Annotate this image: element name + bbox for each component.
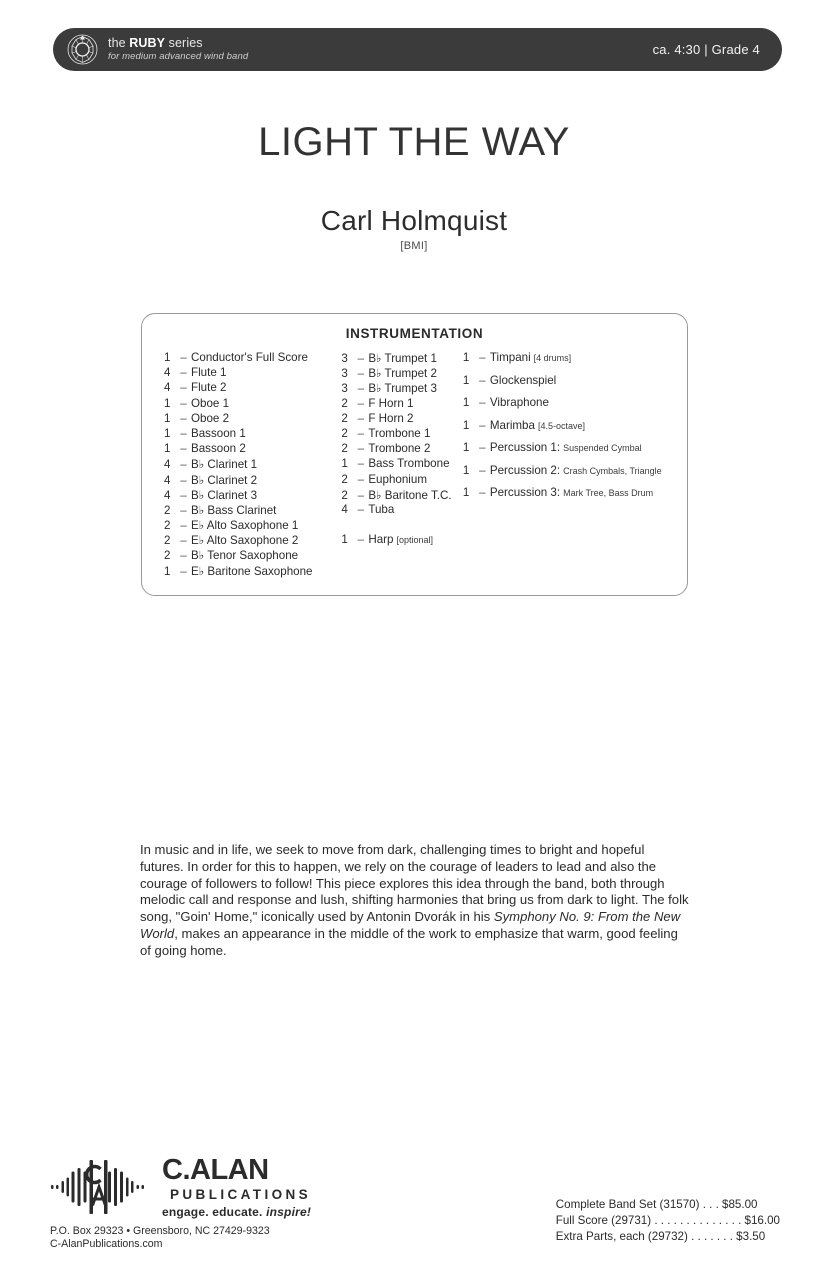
instrument-name: Marimba [489, 418, 535, 432]
instrumentation-row [164, 457, 341, 472]
price-list [556, 1197, 780, 1244]
instrumentation-column-percussion [463, 351, 687, 579]
instrument-note: [4 drums] [533, 353, 572, 363]
instrument-quantity: 1 [341, 457, 348, 471]
instrument-dash: – [180, 503, 187, 517]
series-name: RUBY [129, 36, 166, 51]
instrumentation-column-woodwinds [164, 351, 341, 579]
instrumentation-row [164, 548, 341, 563]
price-line: Extra Parts, each (29732) . . . . . . . $3.50 [555, 1229, 766, 1243]
instrument-dash: – [180, 458, 187, 472]
instrument-name: B♭ Trumpet 1 [368, 352, 437, 365]
instrument-name: B♭ Baritone T.C. [368, 488, 452, 502]
series-name-line [108, 37, 248, 50]
instrument-name: B♭ Trumpet 2 [368, 367, 437, 381]
instrument-dash: – [180, 549, 187, 563]
instrumentation-row [341, 412, 463, 427]
instrument-quantity: 2 [341, 472, 348, 486]
instrumentation-row [463, 441, 687, 464]
program-note-work-title: Symphony No. 9: From the New World [140, 909, 681, 941]
instrument-dash: – [180, 488, 187, 502]
instrument-quantity: 1 [341, 533, 348, 547]
instrument-quantity: 1 [164, 351, 171, 364]
instrumentation-row [164, 366, 341, 381]
instrumentation-row [341, 473, 463, 488]
instrument-dash: – [357, 411, 365, 425]
publisher-address [50, 1225, 350, 1252]
instrument-dash: – [180, 519, 187, 533]
instrument-dash: – [357, 382, 365, 396]
instrument-quantity: 2 [341, 426, 348, 440]
instrument-dash: – [479, 351, 486, 364]
instrument-quantity: 2 [341, 442, 348, 456]
instrument-name: Conductor's Full Score [191, 351, 308, 364]
composer-name: Carl Holmquist [320, 205, 508, 236]
instrument-quantity: 1 [462, 463, 470, 477]
instrument-name: B♭ Clarinet 2 [191, 473, 258, 487]
instrumentation-row [164, 397, 341, 412]
publisher-logo-row [50, 1155, 350, 1219]
series-prefix: the [108, 36, 130, 51]
brand-name: C.ALAN [162, 1154, 269, 1186]
instrument-quantity: 1 [164, 411, 171, 425]
instrument-name: Oboe 1 [191, 396, 230, 410]
instrument-note: [4.5-octave] [537, 420, 585, 431]
instrument-name: Vibraphone [489, 396, 549, 409]
instrumentation-row [164, 427, 341, 442]
instrumentation-row [164, 442, 341, 457]
instrument-name: Bassoon 2 [191, 442, 246, 456]
instrument-quantity: 2 [164, 519, 171, 533]
instrument-name: Flute 1 [191, 366, 227, 380]
instrument-name: B♭ Clarinet 3 [191, 488, 258, 502]
instrumentation-columns [142, 351, 687, 579]
tagline-part-2: inspire! [266, 1204, 312, 1219]
instrument-name: E♭ Alto Saxophone 2 [191, 534, 299, 548]
instrument-name: Bass Trombone [368, 457, 450, 471]
instrumentation-row [164, 488, 341, 503]
series-subtitle: for medium advanced wind band [108, 50, 249, 62]
instrument-quantity: 3 [341, 382, 348, 396]
instrument-note: Mark Tree, Bass Drum [563, 488, 654, 498]
instrumentation-spacer [341, 518, 463, 533]
instrumentation-row [164, 351, 341, 366]
instrumentation-row [164, 412, 341, 427]
instrument-dash: – [479, 373, 486, 387]
instrument-quantity: 2 [164, 534, 171, 548]
instrument-note: [optional] [396, 535, 433, 546]
ruby-gem-icon [67, 34, 98, 65]
instrument-name: Glockenspiel [489, 373, 557, 387]
publisher-wordmark [162, 1155, 311, 1219]
instrument-quantity: 4 [341, 502, 348, 516]
instrument-dash: – [479, 463, 486, 477]
publisher-footer [50, 1155, 350, 1252]
instrument-quantity: 1 [462, 486, 470, 499]
instrumentation-row [164, 518, 341, 533]
instrument-name: E♭ Baritone Saxophone [191, 564, 313, 578]
instrument-name: Percussion 2: [489, 463, 561, 477]
instrument-dash: – [357, 488, 365, 502]
address-line-1: P.O. Box 29323 • Greensboro, NC 27429-9323 [50, 1224, 270, 1237]
instrument-dash: – [357, 426, 365, 440]
instrumentation-row [341, 442, 463, 457]
page-title: LIGHT THE WAY [258, 120, 570, 164]
instrument-dash: – [180, 366, 187, 380]
instrument-dash: – [180, 442, 187, 456]
instrument-quantity: 1 [462, 418, 470, 432]
instrument-quantity: 1 [462, 441, 470, 454]
instrument-name: Flute 2 [191, 381, 227, 395]
instrument-quantity: 2 [341, 411, 348, 425]
instrumentation-box [141, 313, 688, 596]
instrument-quantity: 4 [164, 381, 171, 395]
instrument-quantity: 1 [462, 396, 470, 409]
instrument-quantity: 1 [164, 426, 171, 440]
instrumentation-row [164, 564, 341, 579]
instrument-quantity: 1 [462, 351, 470, 364]
instrument-name: Euphonium [368, 472, 427, 486]
price-line: Full Score (29731) . . . . . . . . . . . . . . $16.00 [555, 1213, 780, 1227]
instrument-dash: – [180, 473, 187, 487]
instrumentation-column-brass [341, 351, 463, 579]
instrument-quantity: 2 [164, 503, 171, 517]
instrument-quantity: 4 [164, 473, 171, 487]
instrumentation-row [164, 503, 341, 518]
instrumentation-row [463, 419, 687, 442]
composer-affiliation: [BMI] [400, 240, 428, 252]
series-title-group [108, 37, 248, 61]
duration-grade-meta: ca. 4:30 | Grade 4 [652, 42, 760, 57]
instrument-dash: – [357, 396, 365, 410]
instrumentation-row [463, 486, 687, 509]
brand-subtitle: PUBLICATIONS [170, 1186, 312, 1202]
instrument-name: B♭ Bass Clarinet [191, 503, 277, 517]
instrument-note: Crash Cymbals, Triangle [563, 465, 662, 476]
instrument-dash: – [357, 457, 365, 471]
instrument-dash: – [357, 502, 365, 516]
instrumentation-row [341, 457, 463, 472]
instrument-name: Oboe 2 [191, 411, 230, 425]
instrumentation-row [341, 503, 463, 518]
series-suffix: series [165, 36, 203, 51]
instrument-quantity: 3 [341, 352, 348, 365]
instrument-dash: – [479, 418, 486, 432]
instrument-name: E♭ Alto Saxophone 1 [191, 519, 299, 533]
instrument-dash: – [180, 411, 187, 425]
instrumentation-row [341, 488, 463, 503]
instrument-name: Percussion 1: [489, 441, 561, 454]
instrumentation-row [463, 374, 687, 397]
instrumentation-row [164, 381, 341, 396]
program-note [140, 842, 691, 960]
instrument-dash: – [357, 472, 365, 486]
instrument-quantity: 4 [164, 488, 171, 502]
instrument-name: B♭ Clarinet 1 [191, 458, 258, 472]
instrument-quantity: 1 [164, 396, 171, 410]
instrument-dash: – [180, 534, 187, 548]
instrument-dash: – [180, 426, 187, 440]
instrument-dash: – [180, 396, 187, 410]
series-header-bar [53, 28, 782, 71]
instrument-name: Harp [368, 533, 394, 547]
instrumentation-row [463, 396, 687, 419]
c-alan-waveform-logo [50, 1156, 158, 1218]
instrumentation-row [164, 533, 341, 548]
tagline-part-1: engage. educate. [162, 1204, 267, 1219]
instrument-name: Percussion 3: [489, 486, 561, 499]
instrumentation-row [341, 533, 463, 548]
instrumentation-row [164, 473, 341, 488]
instrument-name: B♭ Tenor Saxophone [191, 549, 299, 563]
instrumentation-row [341, 366, 463, 381]
instrument-quantity: 2 [341, 396, 348, 410]
price-line: Complete Band Set (31570) . . . $85.00 [555, 1198, 758, 1211]
instrument-dash: – [180, 351, 187, 364]
instrument-name: Trombone 1 [368, 426, 431, 440]
instrument-dash: – [357, 533, 365, 547]
program-note-part-2: , makes an appearance in the middle of the work to emphasize that warm, good feeling of going home. [140, 925, 678, 958]
instrument-quantity: 2 [341, 488, 348, 502]
instrument-name: B♭ Trumpet 3 [368, 382, 437, 396]
instrument-dash: – [357, 442, 365, 456]
instrument-quantity: 4 [164, 458, 171, 472]
instrumentation-row [341, 427, 463, 442]
instrument-name: Tuba [368, 502, 395, 516]
instrumentation-heading: INSTRUMENTATION [345, 326, 484, 341]
instrument-note: Suspended Cymbal [563, 443, 642, 453]
instrument-name: Trombone 2 [368, 442, 431, 456]
instrument-name: F Horn 2 [368, 411, 414, 425]
instrument-quantity: 4 [164, 366, 171, 380]
instrument-name: Timpani [489, 351, 531, 364]
instrument-dash: – [479, 396, 486, 409]
instrument-quantity: 1 [164, 442, 171, 456]
instrument-name: Bassoon 1 [191, 426, 246, 440]
instrument-name: F Horn 1 [368, 396, 414, 410]
instrumentation-row [341, 381, 463, 396]
instrument-dash: – [479, 441, 486, 454]
instrument-quantity: 3 [341, 367, 348, 381]
program-note-part-1: In music and in life, we seek to move from dark, challenging times to bright and hopeful futures. In order for this to happen, we rely on the courage of leaders to lead and also the courage of followers to follow! This piece explores this idea through the band, both through melodic call and response and lush, shifting harmonies that bring us from dark to light. The folk song, "Goin' Home," iconically used by Antonin Dvorák in his [140, 842, 689, 925]
instrument-dash: – [180, 564, 187, 578]
instrument-dash: – [357, 352, 365, 365]
instrumentation-row [341, 351, 463, 366]
brand-tagline [162, 1205, 311, 1219]
instrument-dash: – [479, 486, 486, 499]
instrument-quantity: 1 [462, 373, 470, 387]
instrument-dash: – [180, 381, 187, 395]
instrument-quantity: 1 [164, 564, 171, 578]
instrument-dash: – [357, 367, 365, 381]
instrumentation-row [463, 351, 687, 374]
publisher-website[interactable]: C-AlanPublications.com [50, 1238, 163, 1251]
instrumentation-row [463, 464, 687, 487]
instrument-quantity: 2 [164, 549, 171, 563]
instrumentation-row [341, 397, 463, 412]
